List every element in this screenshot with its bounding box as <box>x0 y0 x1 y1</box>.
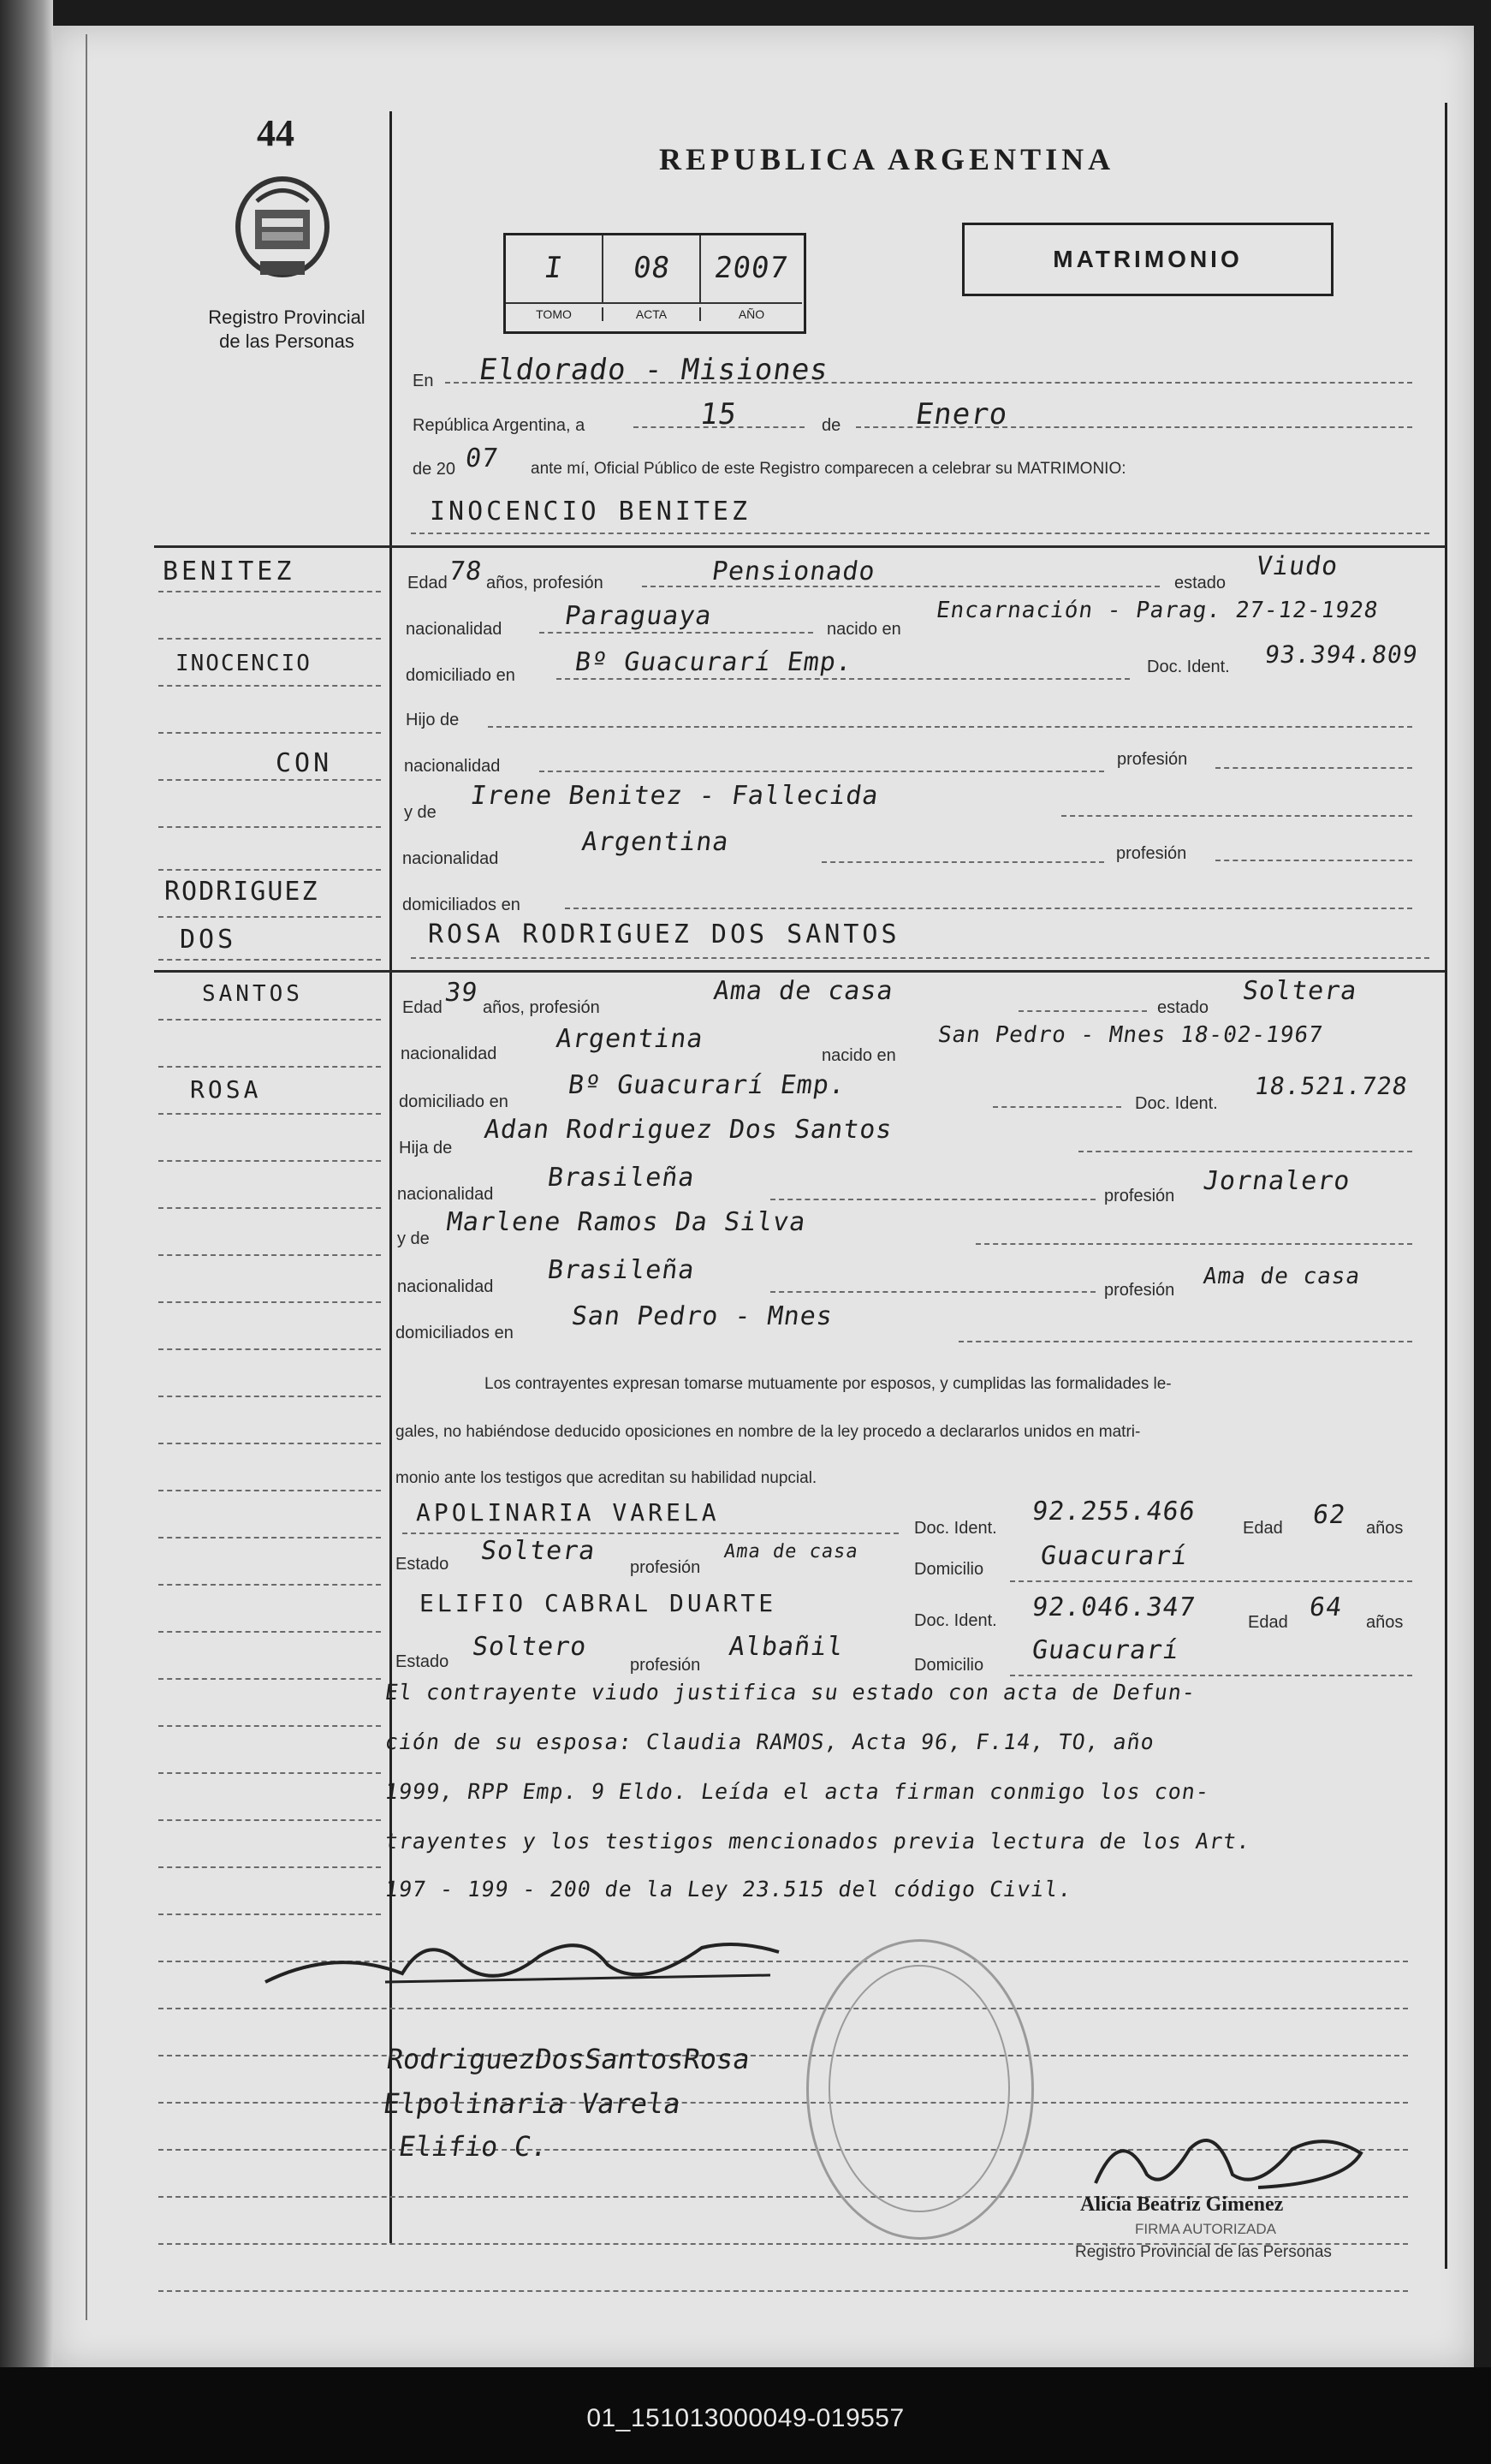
witness-2-estado-label: Estado <box>395 1652 449 1671</box>
bride-father: Adan Rodriguez Dos Santos <box>482 1115 895 1145</box>
margin-note-6: SANTOS <box>202 981 303 1007</box>
groom-signature <box>257 1913 787 2008</box>
witness-1-name: APOLINARIA VARELA <box>416 1498 720 1527</box>
bride-yde-label: y de <box>397 1229 430 1248</box>
witness-2-age: 64 <box>1307 1592 1345 1622</box>
bride-profession: Ama de casa <box>711 976 896 1006</box>
note-line-5: 197 - 199 - 200 de la Ley 23.515 del código Civil. <box>383 1877 1074 1902</box>
official-title: FIRMA AUTORIZADA <box>1135 2221 1276 2237</box>
bride-address: Bº Guacurarí Emp. <box>566 1070 848 1100</box>
bride-father-profesion-label: profesión <box>1104 1187 1175 1205</box>
tomo-label: TOMO <box>506 307 603 321</box>
witness-2-domicilio: Guacurarí <box>1030 1635 1182 1665</box>
witness-1-signature: Elpolinaria Varela <box>381 2087 683 2120</box>
bride-birth: San Pedro - Mnes 18-02-1967 <box>936 1022 1325 1048</box>
official-name: Alicia Beatriz Gimenez <box>1080 2193 1284 2216</box>
month-value: Enero <box>913 397 1011 431</box>
act-type-box <box>962 223 1334 296</box>
page-edge-rule <box>86 34 87 2320</box>
note-line-1: El contrayente viudo justifica su estado con acta de Defun- <box>383 1680 1198 1705</box>
bride-profesion-label: años, profesión <box>483 998 600 1017</box>
margin-note-4: RODRIGUEZ <box>164 877 319 907</box>
witness-2-profession: Albañil <box>727 1632 846 1662</box>
groom-civil-status: Viudo <box>1254 551 1340 581</box>
groom-doc-label: Doc. Ident. <box>1147 658 1230 676</box>
groom-father-profesion-label: profesión <box>1117 750 1188 769</box>
groom-hijo-label: Hijo de <box>406 711 460 729</box>
bride-mother-nationality: Brasileña <box>545 1255 698 1285</box>
witness-2-profesion-label: profesión <box>630 1656 701 1675</box>
groom-nacido-label: nacido en <box>827 620 901 639</box>
groom-domiciliado-label: domiciliado en <box>406 666 515 685</box>
witness-1-profesion-label: profesión <box>630 1558 701 1577</box>
bride-mother-profesion-label: profesión <box>1104 1281 1175 1300</box>
bride-name: ROSA RODRIGUEZ DOS SANTOS <box>428 920 900 949</box>
place-value: Eldorado - Misiones <box>477 353 831 387</box>
bride-doc: 18.521.728 <box>1252 1072 1410 1100</box>
margin-note-5: DOS <box>180 925 237 955</box>
witness-1-estado: Soltera <box>478 1536 597 1566</box>
groom-mother-profesion-label: profesión <box>1116 844 1187 863</box>
witness-1-domicilio-label: Domicilio <box>914 1560 984 1579</box>
declaration-line-2: gales, no habiéndose deducido oposiciones en nombre de la ley procedo a declararlos unidos en matri- <box>395 1423 1141 1441</box>
anio-value: 2007 <box>712 251 791 285</box>
bride-domiciliado-label: domiciliado en <box>399 1092 508 1111</box>
groom-mother-nationality: Argentina <box>579 827 732 857</box>
bride-edad-label: Edad <box>402 998 443 1017</box>
bride-nationality: Argentina <box>554 1024 706 1054</box>
groom-profession: Pensionado <box>710 556 878 586</box>
book-spine <box>0 0 53 2464</box>
groom-edad-label: Edad <box>407 574 448 592</box>
witness-1-profession: Ama de casa <box>722 1541 860 1562</box>
bride-domiciliados-label: domiciliados en <box>395 1324 514 1342</box>
right-margin-rule <box>1445 103 1447 2269</box>
bride-divider <box>154 970 1445 973</box>
bride-father-profession: Jornalero <box>1201 1166 1353 1196</box>
groom-address: Bº Guacurarí Emp. <box>573 647 855 677</box>
bride-mother-nacionalidad-label: nacionalidad <box>397 1277 494 1296</box>
bride-nacionalidad-label: nacionalidad <box>401 1045 497 1063</box>
note-line-4: trayentes y los testigos mencionados previa lectura de los Art. <box>383 1829 1253 1854</box>
witness-1-estado-label: Estado <box>395 1555 449 1574</box>
witness-1-anos-label: años <box>1366 1519 1404 1538</box>
margin-note-1: BENITEZ <box>163 556 295 586</box>
groom-father-nacionalidad-label: nacionalidad <box>404 757 501 776</box>
record-number-grid <box>503 233 806 334</box>
official-registry: Registro Provincial de las Personas <box>1075 2243 1332 2261</box>
groom-mother-nacionalidad-label: nacionalidad <box>402 849 499 868</box>
declaration-line-3: monio ante los testigos que acreditan su habilidad nupcial. <box>395 1469 817 1487</box>
note-line-3: 1999, RPP Emp. 9 Eldo. Leída el acta firman conmigo los con- <box>383 1779 1212 1804</box>
note-line-2: ción de su esposa: Claudia RAMOS, Acta 96, F.14, TO, año <box>383 1729 1156 1754</box>
bride-hija-label: Hija de <box>399 1139 453 1158</box>
groom-estado-label: estado <box>1174 574 1227 592</box>
country-title: REPUBLICA ARGENTINA <box>659 142 1115 176</box>
acta-value: 08 <box>630 251 673 285</box>
witness-2-doc-label: Doc. Ident. <box>914 1611 997 1630</box>
witness-2-estado: Soltero <box>470 1632 589 1662</box>
year-suffix: 07 <box>463 443 501 473</box>
day-value: 15 <box>698 397 740 431</box>
margin-note-2: INOCENCIO <box>175 651 312 676</box>
bride-age: 39 <box>443 978 480 1008</box>
bride-father-nacionalidad-label: nacionalidad <box>397 1185 494 1204</box>
witness-2-signature: Elifio C. <box>396 2130 550 2163</box>
de-label: de <box>822 416 841 435</box>
bride-estado-label: estado <box>1157 998 1209 1017</box>
witness-2-name: ELIFIO CABRAL DUARTE <box>419 1589 777 1617</box>
bride-mother-profession: Ama de casa <box>1201 1264 1363 1289</box>
witness-2-domicilio-label: Domicilio <box>914 1656 984 1675</box>
witness-2-edad-label: Edad <box>1248 1613 1288 1632</box>
witness-2-anos-label: años <box>1366 1613 1404 1632</box>
witness-2-doc: 92.046.347 <box>1030 1592 1198 1622</box>
groom-domiciliados-label: domiciliados en <box>402 896 520 914</box>
bride-civil-status: Soltera <box>1240 976 1359 1006</box>
bride-nacido-label: nacido en <box>822 1046 896 1065</box>
registry-name-1: Registro Provincial <box>208 307 365 328</box>
registry-seal-icon <box>231 176 334 287</box>
declaration-line-1: Los contrayentes expresan tomarse mutuamente por esposos, y cumplidas las formalidades le- <box>484 1375 1172 1393</box>
en-label: En <box>413 372 434 390</box>
bride-mother: Marlene Ramos Da Silva <box>444 1207 808 1237</box>
intro-statement: ante mí, Oficial Público de este Registro comparecen a celebrar su MATRIMONIO: <box>531 460 1126 478</box>
registry-name-2: de las Personas <box>219 330 354 352</box>
groom-doc: 93.394.809 <box>1262 640 1420 669</box>
bride-parents-address: San Pedro - Mnes <box>569 1301 835 1331</box>
margin-note-3: CON <box>276 748 333 778</box>
witness-1-domicilio: Guacurarí <box>1038 1541 1191 1571</box>
acta-label: ACTA <box>603 307 701 321</box>
anio-label: AÑO <box>738 307 765 321</box>
year-prefix: de 20 <box>413 460 456 479</box>
page-number: 44 <box>257 112 294 154</box>
file-id: 01_151013000049-019557 <box>586 2404 905 2432</box>
groom-divider <box>154 545 1445 548</box>
witness-1-doc-label: Doc. Ident. <box>914 1519 997 1538</box>
groom-profesion-label: años, profesión <box>486 574 603 592</box>
bride-doc-label: Doc. Ident. <box>1135 1094 1218 1113</box>
groom-yde-label: y de <box>404 803 437 822</box>
groom-age: 78 <box>447 556 484 586</box>
groom-nationality: Paraguaya <box>562 601 715 631</box>
witness-1-edad-label: Edad <box>1243 1519 1283 1538</box>
bride-signature: RodriguezDosSantosRosa <box>384 2043 752 2075</box>
witness-1-doc: 92.255.466 <box>1030 1497 1198 1527</box>
bride-father-nationality: Brasileña <box>545 1163 698 1193</box>
groom-birth: Encarnación - Parag. 27-12-1928 <box>934 598 1381 623</box>
tomo-value: I <box>542 251 566 285</box>
republica-label: República Argentina, a <box>413 416 585 435</box>
witness-1-age: 62 <box>1310 1500 1348 1530</box>
groom-name: INOCENCIO BENITEZ <box>430 497 751 527</box>
act-type: MATRIMONIO <box>1053 246 1243 272</box>
groom-nacionalidad-label: nacionalidad <box>406 620 502 639</box>
groom-mother: Irene Benitez - Fallecida <box>468 781 882 811</box>
margin-note-7: ROSA <box>190 1075 262 1104</box>
